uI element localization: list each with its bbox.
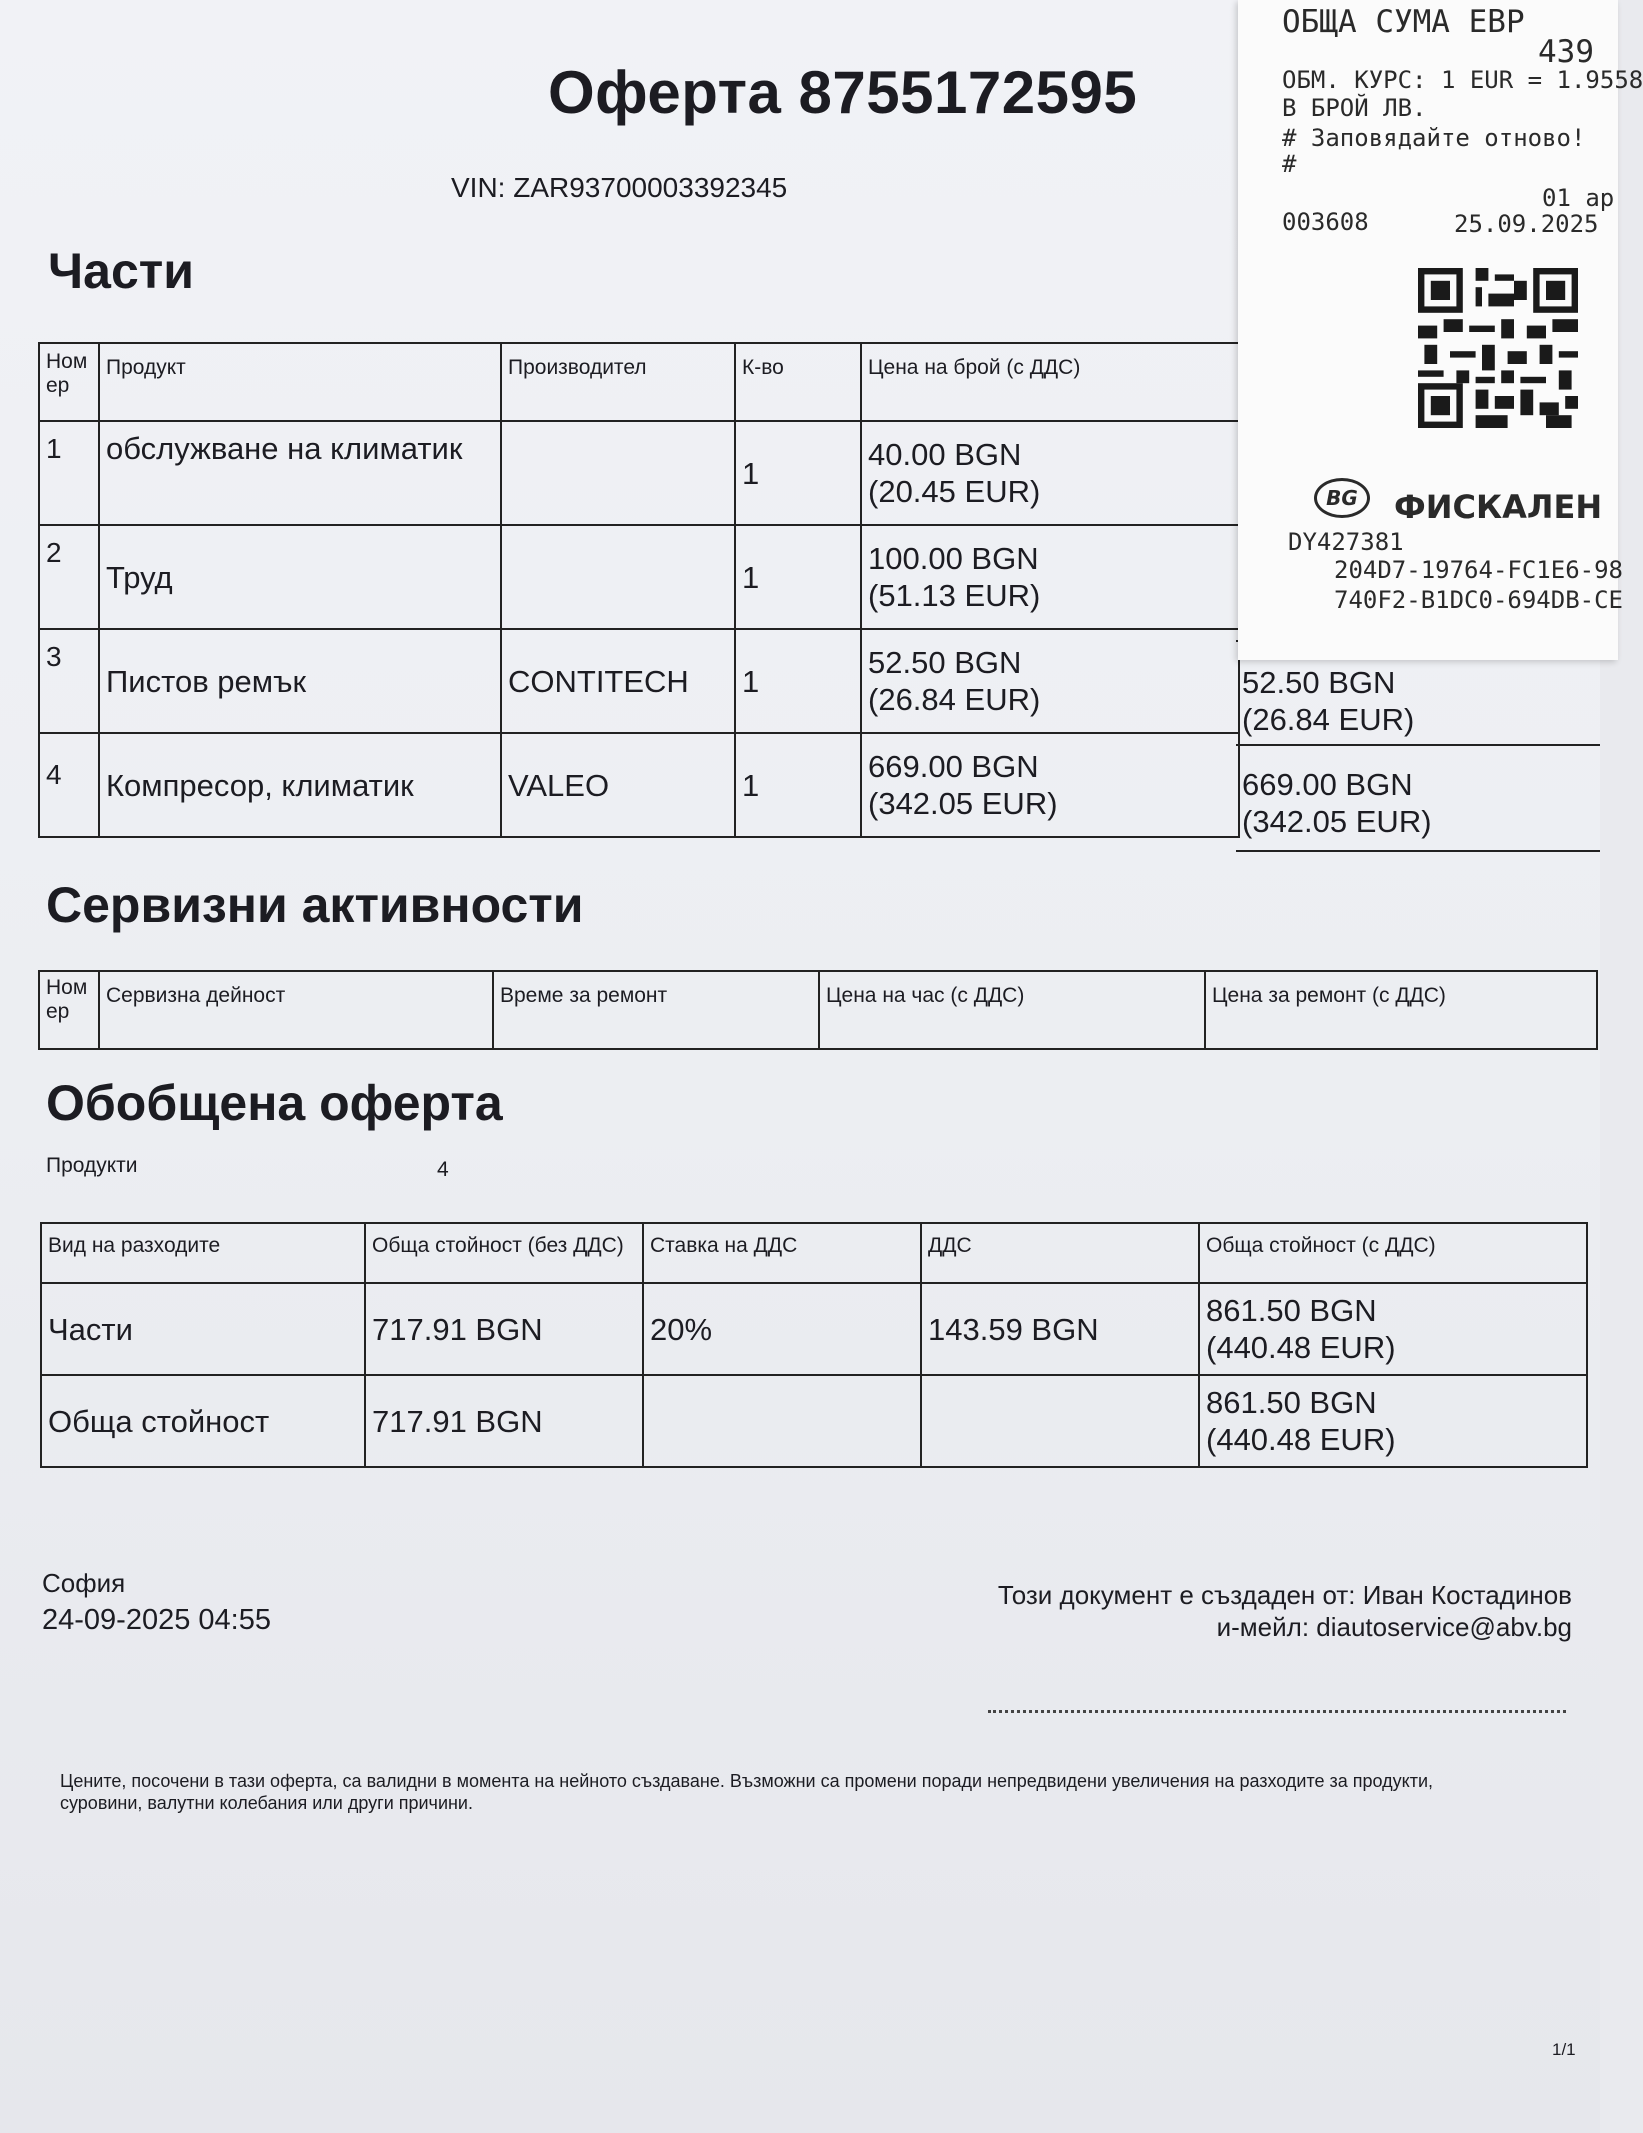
col-repair-time: Време за ремонт: [493, 971, 819, 1049]
row-qty: 1: [735, 421, 861, 525]
gross-eur: (440.48 EUR): [1206, 1330, 1396, 1365]
col-repair-price: Цена за ремонт (с ДДС): [1205, 971, 1597, 1049]
col-qty: К-во: [735, 343, 861, 421]
receipt-device-number: DY427381: [1288, 528, 1404, 556]
col-unit-price: Цена на брой (с ДДС): [861, 343, 1239, 421]
row-product: Труд: [99, 525, 501, 629]
row-type: Обща стойност: [41, 1375, 365, 1467]
row-maker: [501, 525, 735, 629]
row-gross: [1199, 1375, 1587, 1467]
vin-number: VIN: ZAR93700003392345: [451, 172, 788, 203]
col-expense-type: Вид на разходите: [41, 1223, 365, 1283]
receipt-fiscal-label: ФИСКАЛЕН: [1394, 488, 1603, 526]
row-product: Пистов ремък: [99, 629, 501, 733]
receipt-hash-line-1: 204D7-19764-FC1E6-98: [1334, 556, 1623, 584]
row-maker: VALEO: [501, 733, 735, 837]
row-rate: 20%: [643, 1283, 921, 1375]
document-title: Оферта 8755172595: [548, 59, 1138, 126]
col-number: Ном ер: [39, 971, 99, 1049]
col-vat: ДДС: [921, 1223, 1199, 1283]
parts-heading: Части: [48, 243, 194, 299]
col-product: Продукт: [99, 343, 501, 421]
price-bgn: 52.50 BGN: [868, 645, 1022, 680]
products-label: Продукти: [46, 1154, 138, 1177]
receipt-hash-line-2: 740F2-B1DC0-694DB-CE: [1334, 586, 1623, 614]
row-price: [861, 421, 1239, 525]
bg-logo-icon: BG: [1314, 478, 1370, 518]
services-heading: Сервизни активности: [46, 877, 584, 933]
total-bgn: 52.50 BGN: [1242, 665, 1396, 700]
row-maker: CONTITECH: [501, 629, 735, 733]
col-hour-price: Цена на час (с ДДС): [819, 971, 1205, 1049]
services-table: [38, 970, 1598, 1050]
row-vat: 143.59 BGN: [921, 1283, 1199, 1375]
row-product: Компресор, климатик: [99, 733, 501, 837]
price-bgn: 669.00 BGN: [868, 749, 1039, 784]
row-qty: 1: [735, 525, 861, 629]
row-net: 717.91 BGN: [365, 1375, 643, 1467]
summary-heading: Обобщена оферта: [46, 1075, 503, 1131]
total-cell: [1242, 664, 1414, 738]
total-bgn: 669.00 BGN: [1242, 767, 1413, 802]
receipt-exchange-rate: ОБМ. КУРС: 1 EUR = 1.9558: [1282, 66, 1643, 94]
row-price: [861, 629, 1239, 733]
table-row: [39, 525, 1239, 629]
table-row: [41, 1375, 1587, 1467]
row-number: 1: [39, 421, 99, 525]
summary-table: [40, 1222, 1588, 1468]
gross-eur: (440.48 EUR): [1206, 1422, 1396, 1457]
products-count: 4: [437, 1158, 449, 1181]
total-cell: [1242, 766, 1432, 840]
total-eur: (342.05 EUR): [1242, 804, 1432, 839]
services-header-row: [39, 971, 1597, 1049]
row-qty: 1: [735, 733, 861, 837]
signature-line: [988, 1710, 1566, 1713]
row-vat: [921, 1375, 1199, 1467]
price-eur: (51.13 EUR): [868, 578, 1041, 613]
price-eur: (342.05 EUR): [868, 786, 1058, 821]
receipt-cash: В БРОЙ ЛВ.: [1282, 94, 1427, 122]
row-number: 3: [39, 629, 99, 733]
row-maker: [501, 421, 735, 525]
price-eur: (26.84 EUR): [868, 682, 1041, 717]
col-number: Ном ер: [39, 343, 99, 421]
row-type: Части: [41, 1283, 365, 1375]
footer-email: и-мейл: diautoservice@abv.bg: [1216, 1612, 1572, 1642]
receipt-total-amount: 439: [1538, 34, 1594, 70]
price-eur: (20.45 EUR): [868, 474, 1041, 509]
price-bgn: 100.00 BGN: [868, 541, 1039, 576]
receipt-cashier: 01 ар: [1542, 184, 1615, 212]
row-gross: [1199, 1283, 1587, 1375]
row-product: обслужване на климатик: [99, 421, 501, 525]
footer-disclaimer: Цените, посочени в тази оферта, са валидни в момента на нейното създаване. Възможни са промени поради непредвидени увеличения на разходите за продукти, суровини, валутни колебания или други причини.: [60, 1771, 1434, 1813]
col-maker: Производител: [501, 343, 735, 421]
page-number: 1/1: [1552, 2040, 1576, 2059]
row-rate: [643, 1375, 921, 1467]
table-row: [39, 733, 1239, 837]
footer-created-by: Този документ е създаден от: Иван Костадинов: [997, 1580, 1572, 1610]
receipt-number: 003608: [1282, 208, 1369, 236]
parts-header-row: [39, 343, 1239, 421]
footer-datetime: 24-09-2025 04:55: [42, 1604, 271, 1636]
parts-total-column: [1236, 640, 1600, 852]
row-price: [861, 733, 1239, 837]
col-net-total: Обща стойност (без ДДС): [365, 1223, 643, 1283]
fiscal-receipt: [1238, 0, 1643, 660]
col-gross-total: Обща стойност (с ДДС): [1199, 1223, 1587, 1283]
qr-code: [1418, 268, 1578, 428]
total-eur: (26.84 EUR): [1242, 702, 1415, 737]
parts-table: [38, 342, 1240, 838]
row-net: 717.91 BGN: [365, 1283, 643, 1375]
gross-bgn: 861.50 BGN: [1206, 1385, 1377, 1420]
table-row: [41, 1283, 1587, 1375]
row-number: 4: [39, 733, 99, 837]
table-row: [39, 421, 1239, 525]
col-service: Сервизна дейност: [99, 971, 493, 1049]
gross-bgn: 861.50 BGN: [1206, 1293, 1377, 1328]
row-qty: 1: [735, 629, 861, 733]
col-vat-rate: Ставка на ДДС: [643, 1223, 921, 1283]
price-bgn: 40.00 BGN: [868, 437, 1022, 472]
receipt-total-label: ОБЩА СУМА ЕВР: [1282, 4, 1525, 40]
receipt-date: 25.09.2025: [1454, 210, 1599, 238]
receipt-hash: #: [1282, 150, 1297, 178]
receipt-thanks: # Заповядайте отново!: [1282, 124, 1586, 152]
summary-header-row: [41, 1223, 1587, 1283]
footer-city: София: [42, 1568, 126, 1598]
table-row: [39, 629, 1239, 733]
row-price: [861, 525, 1239, 629]
row-number: 2: [39, 525, 99, 629]
